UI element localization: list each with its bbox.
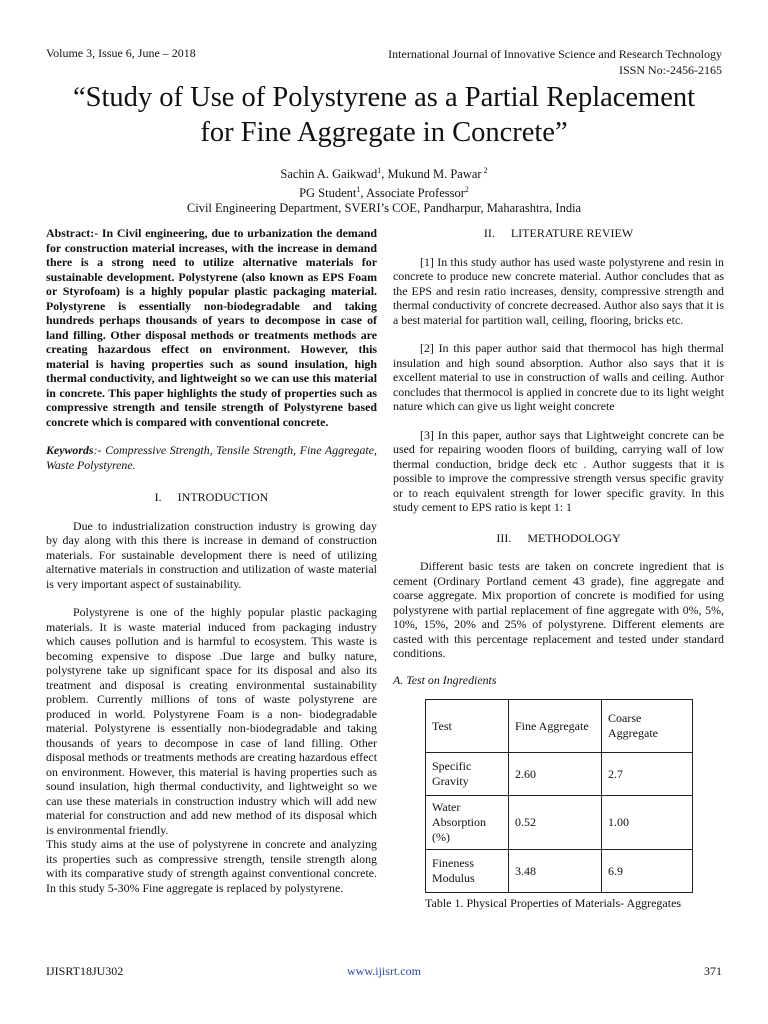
keywords-label: Keywords <box>46 443 94 457</box>
table-cell: Specific Gravity <box>426 753 509 796</box>
lit-heading-text: LITERATURE REVIEW <box>510 226 634 240</box>
table-row <box>426 796 693 850</box>
paper-title <box>40 80 728 150</box>
author-2: Mukund M. Pawar <box>387 167 482 182</box>
volume-info: Volume 3, Issue 6, June – 2018 <box>46 46 196 60</box>
table-header-cell: Coarse Aggregate <box>602 700 693 753</box>
lit-paragraph-3: [3] In this paper, author says that Lightweight concrete can be used for repairing wooden floors of building, carrying wall of low thermal conduction, bridge deck etc . Author suggests that it is possible to improve the compressive strength versus specific gravity or to reach equivalent strength for lower specific gravity. In this study cement to EPS ratio is kept 1: 1 <box>393 427 724 514</box>
journal-name: International Journal of Innovative Science and Research Technology <box>388 47 722 61</box>
method-heading <box>393 531 724 546</box>
title-line-1: “Study of Use of Polystyrene as a Partial Replacement <box>72 82 696 113</box>
intro-paragraph-3: This study aims at the use of polystyrene in concrete and analyzing its properties such as compressive strength, tensile strength along with its comparative study of strength against conventional concrete. In this study 5-30% Fine aggregate is replaced by polystyrene. <box>46 837 377 895</box>
title-line-2: for Fine Aggregate in Concrete” <box>200 117 568 148</box>
journal-link[interactable]: www.ijisrt.com <box>347 964 421 978</box>
table-header-cell: Fine Aggregate <box>509 700 602 753</box>
author-block <box>40 163 728 216</box>
table-cell: 2.60 <box>509 753 602 796</box>
table-cell: 2.7 <box>602 753 693 796</box>
intro-heading-text: INTRODUCTION <box>177 490 269 504</box>
role-2-sup: 2 <box>464 185 469 195</box>
role-sep: , <box>360 186 366 201</box>
table-row <box>426 753 693 796</box>
keywords <box>46 443 377 472</box>
right-column <box>393 226 724 911</box>
author-roles <box>40 182 728 201</box>
author-2-sup: 2 <box>481 166 488 175</box>
table-cell: 3.48 <box>509 850 602 893</box>
table-cell: Water Absorption (%) <box>426 796 509 850</box>
table-cell: 6.9 <box>602 850 693 893</box>
page-footer <box>46 964 722 979</box>
paper-id: IJISRT18JU302 <box>46 964 124 978</box>
method-paragraph: Different basic tests are taken on concrete ingredient that is cement (Ordinary Portland cement 43 grade), fine aggregate and coarse aggregate. Mix proportion of concrete is modified for using polystyrene with partial replacement of fine aggregate with 0%, 5%, 10%, 15%, 20% and 25% of polystyrene. Different elements are casted with this percentage replacement and tested under standard conditions. <box>393 559 724 660</box>
keywords-text: :- Compressive Strength, Tensile Strength, Fine Aggregate, Waste Polystyrene. <box>46 443 377 472</box>
intro-heading <box>46 490 377 505</box>
intro-paragraph-1: Due to industrialization construction industry is growing day by day along with this there is increase in demand of construction materials. For sustainable development there is need of utilizing alternative materials in construction and utilization of waste material is very important aspect of sustainability. <box>46 518 377 591</box>
materials-table <box>425 699 693 893</box>
table-header-cell: Test <box>426 700 509 753</box>
table-row <box>426 850 693 893</box>
issn: ISSN No:-2456-2165 <box>618 63 722 77</box>
author-names <box>40 163 728 182</box>
subsection-heading: A. Test on Ingredients <box>393 672 497 687</box>
table-cell: 1.00 <box>602 796 693 850</box>
lit-paragraph-2: [2] In this paper author said that thermocol has high thermal insulation and high sound absorption. Author also says that it is excellent material to use in construction of walls and ceiling. Author concludes that thermocol is applied in concrete due to its light weight nature which can give us light weight concrete <box>393 341 724 413</box>
role-1-sup: 1 <box>356 185 361 195</box>
intro-num: I. <box>154 490 162 504</box>
author-1-sup: 1 <box>377 166 382 175</box>
intro-paragraph-2: Polystyrene is one of the highly popular plastic packaging materials. It is waste material induced from packaging industry which causes pollution and is harmful to ecosystem. This waste is becoming expensive to dispose .Due large and bulky nature, polystyrene take up significant space for its disposal and also its treatment and disposal is creating environmental sustainability problem. Currently millions of tons of waste polystyrene are produced in world. Polystyrene Foam is a non- biodegradable material. Polystyrene is essentially non-biodegradable and taking thousands of years to decompose in case of land filling. Other disposal methods or treatments methods are creating hazardous effect on environment. However, this material is having properties such as sound insulation, high thermal conductivity, and lightweight so we can use these materials in construction industry which will add new material for construction and add new method of its disposal which is environmental friendly. <box>46 605 377 837</box>
journal-header <box>388 46 722 78</box>
method-heading-text: METHODOLOGY <box>527 530 621 545</box>
left-column <box>46 226 377 895</box>
author-1: Sachin A. Gaikwad <box>280 167 378 182</box>
page-number: 371 <box>704 964 722 978</box>
table-cell: 0.52 <box>509 796 602 850</box>
role-1: PG Student <box>299 186 357 201</box>
table-header-row <box>426 700 693 753</box>
table-caption: Table 1. Physical Properties of Materials- Aggregates <box>425 896 682 910</box>
lit-paragraph-1: [1] In this study author has used waste polystyrene and resin in concrete to produce new concrete material. Author concludes that as the EPS and resin ratio increases, density, compressive strength and thermal conductivity of concrete decreased. Author also says that it is a best material for partition wall, ceiling, flooring, bricks etc. <box>393 254 724 327</box>
abstract: Abstract:- In Civil engineering, due to urbanization the demand for construction material increases, with the increase in demand there is a strong need to utilize alternative materials for sustainable development. Polystyrene (also known as EPS Foam or Styrofoam) is a highly popular plastic packaging material. Polystyrene is essentially non-biodegradable and taking hundreds perhaps thousands of years to decompose in case of land filling. Other disposal methods or treatments methods are creating hazardous effect on environment. However, this material is having properties such as sound insulation, high thermal conductivity, and lightweight so we can use this material in concrete. This paper highlights the study of properties such as compressive strength and tensile strength of Polystyrene based concrete which is compared with conventional concrete. <box>46 226 377 429</box>
affiliation: Civil Engineering Department, SVERI’s COE, Pandharpur, Maharashtra, India <box>186 201 582 216</box>
role-2: Associate Professor <box>365 186 465 201</box>
lit-num: II. <box>483 226 495 240</box>
author-sep: , <box>381 167 388 182</box>
table-cell: Fineness Modulus <box>426 850 509 893</box>
method-num: III. <box>496 530 512 545</box>
lit-heading <box>393 226 724 241</box>
